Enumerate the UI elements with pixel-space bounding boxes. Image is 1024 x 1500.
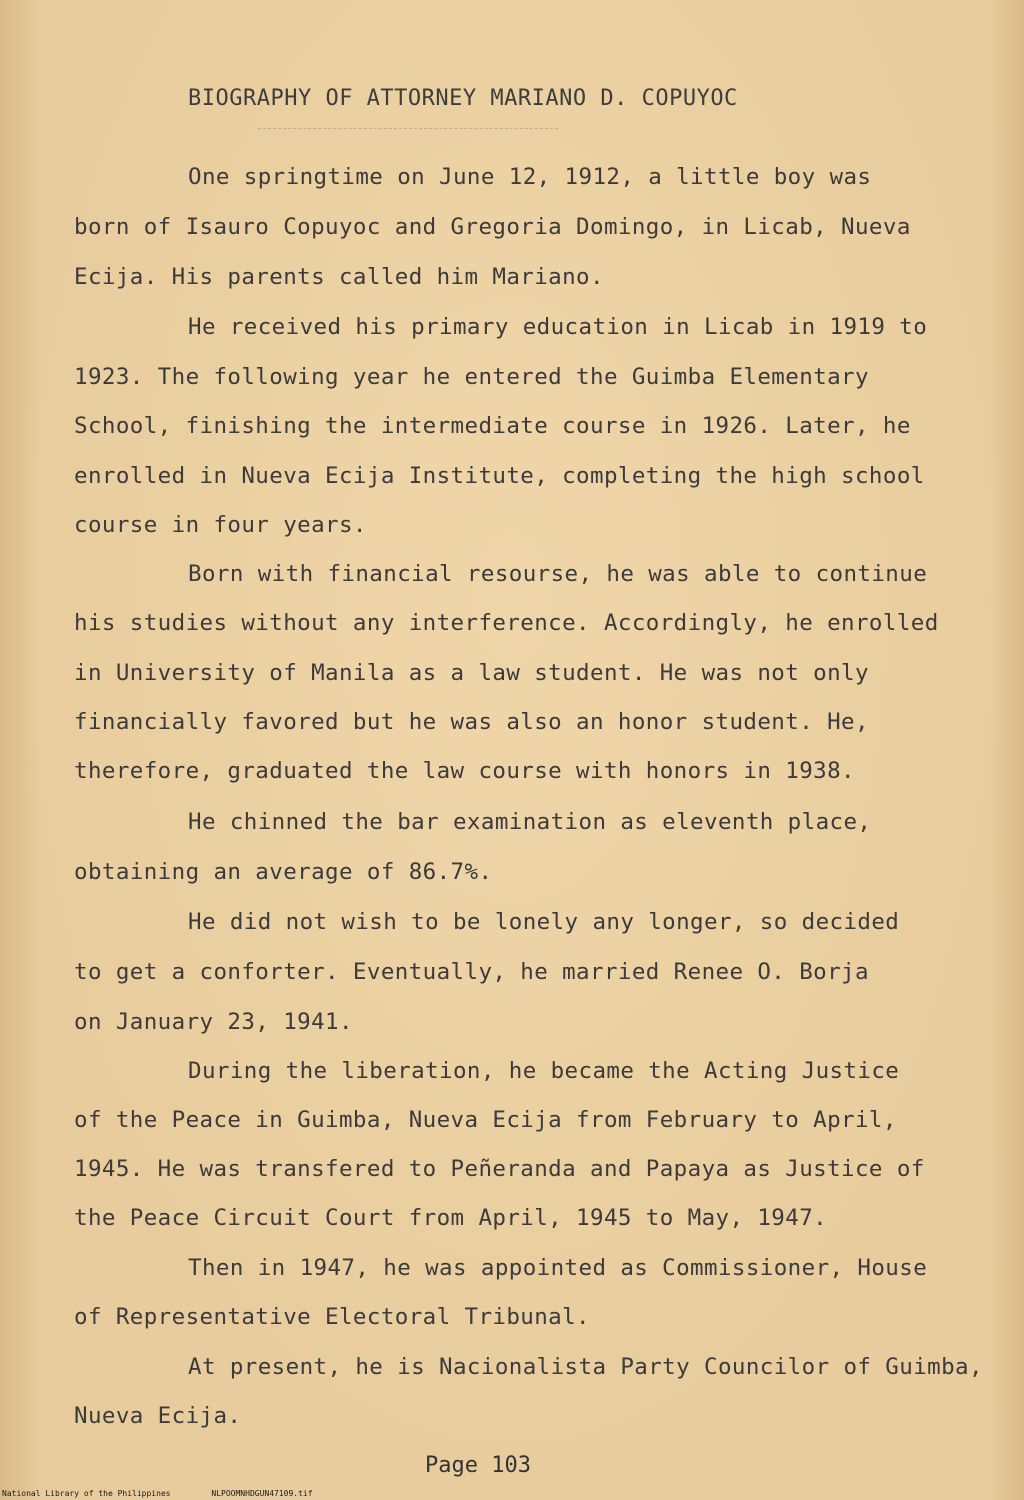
text-line-14: He chinned the bar examination as eleventh place,: [188, 809, 872, 835]
scan-library: National Library of the Philippines: [2, 1489, 171, 1498]
text-line-1: One springtime on June 12, 1912, a little boy was: [188, 164, 872, 190]
text-line-24: of Representative Electoral Tribunal.: [74, 1304, 591, 1330]
text-line-3: Ecija. His parents called him Mariano.: [74, 264, 604, 290]
text-line-18: on January 23, 1941.: [74, 1009, 353, 1035]
text-line-9: Born with financial resourse, he was able to continue: [188, 561, 928, 587]
text-line-17: to get a conforter. Eventually, he married Renee O. Borja: [74, 959, 869, 985]
scan-file: NLPOOMNHDGUN47109.tif: [211, 1489, 313, 1498]
document-title: BIOGRAPHY OF ATTORNEY MARIANO D. COPUYOC: [188, 86, 738, 111]
page-number: Page 103: [425, 1453, 531, 1478]
text-line-25: At present, he is Nacionalista Party Councilor of Guimba,: [188, 1354, 983, 1380]
text-line-21: 1945. He was transfered to Peñeranda and Papaya as Justice of: [74, 1156, 925, 1182]
text-line-20: of the Peace in Guimba, Nueva Ecija from February to April,: [74, 1107, 897, 1133]
text-line-11: in University of Manila as a law student. He was not only: [74, 660, 869, 686]
text-line-19: During the liberation, he became the Acting Justice: [188, 1058, 900, 1084]
text-line-15: obtaining an average of 86.7%.: [74, 859, 493, 885]
text-line-10: his studies without any interference. Accordingly, he enrolled: [74, 610, 939, 636]
text-line-6: School, finishing the intermediate course in 1926. Later, he: [74, 413, 911, 439]
text-line-26: Nueva Ecija.: [74, 1403, 242, 1429]
text-line-7: enrolled in Nueva Ecija Institute, completing the high school: [74, 463, 925, 489]
text-line-12: financially favored but he was also an honor student. He,: [74, 709, 869, 735]
text-line-16: He did not wish to be lonely any longer, so decided: [188, 909, 900, 935]
text-line-8: course in four years.: [74, 512, 367, 538]
text-line-4: He received his primary education in Licab in 1919 to: [188, 314, 928, 340]
text-line-5: 1923. The following year he entered the Guimba Elementary: [74, 364, 869, 390]
scan-caption: [2, 1489, 349, 1498]
text-line-23: Then in 1947, he was appointed as Commissioner, House: [188, 1255, 928, 1281]
text-line-22: the Peace Circuit Court from April, 1945 to May, 1947.: [74, 1205, 828, 1231]
text-line-2: born of Isauro Copuyoc and Gregoria Domingo, in Licab, Nueva: [74, 214, 911, 240]
text-line-13: therefore, graduated the law course with honors in 1938.: [74, 758, 855, 784]
title-underline: [258, 128, 558, 129]
